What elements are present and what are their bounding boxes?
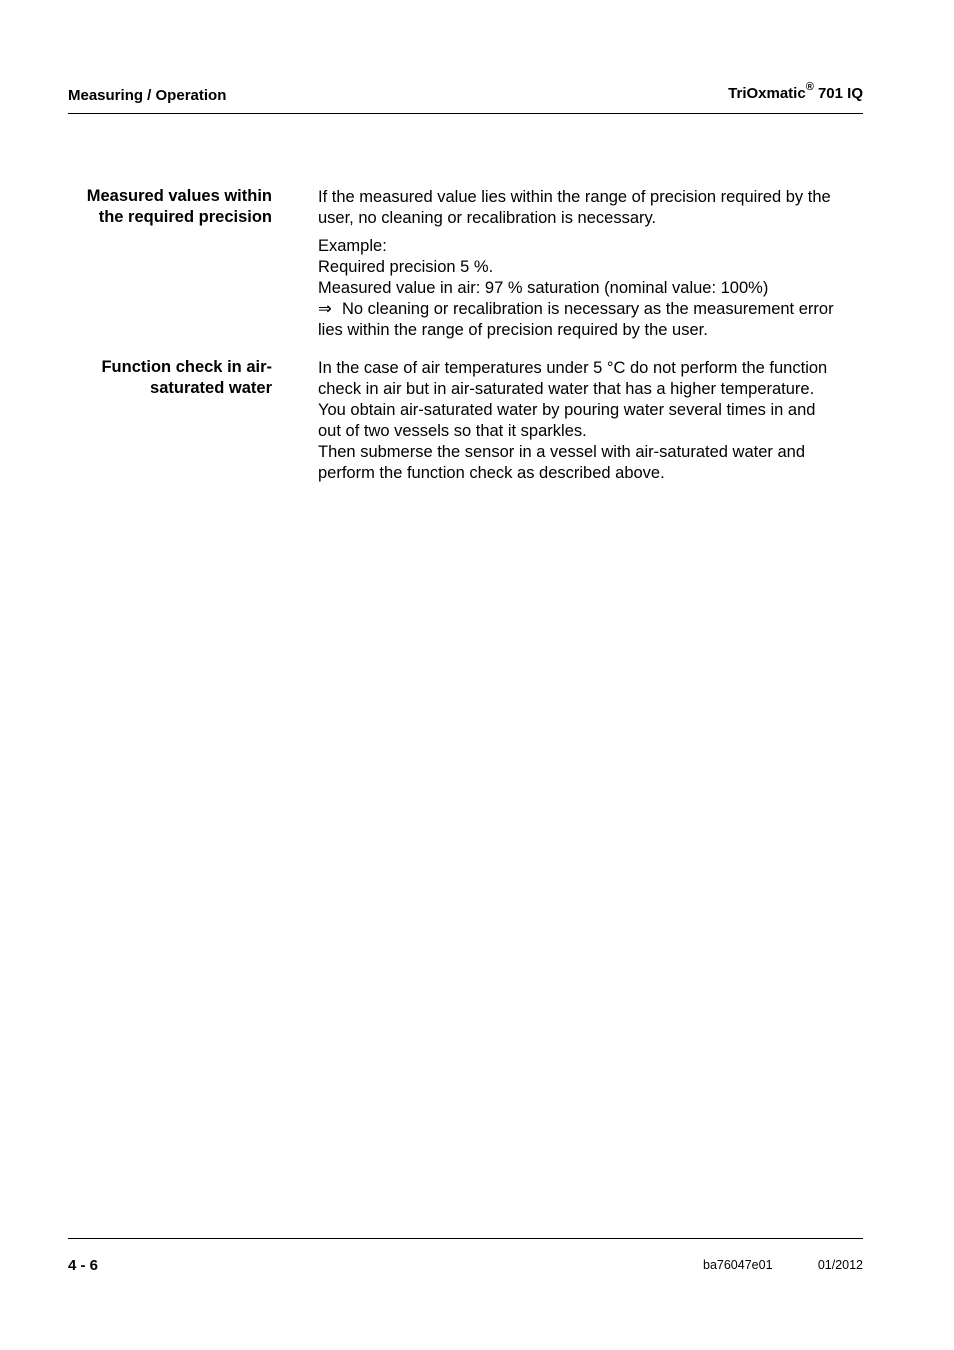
paragraph-precision-intro [318,187,866,229]
text-line: check in air but in air-saturated water that has a higher temperature. [318,380,815,398]
side-heading-function-check [60,357,272,399]
side-heading-line: Function check in air- [101,358,272,376]
text-line: user, no cleaning or recalibration is necessary. [318,209,657,227]
text-line: Measured value in air: 97 % saturation (nominal value: 100%) [318,279,769,297]
side-heading-measured-values [60,186,272,228]
page-number: 4 - 6 [68,1257,99,1274]
text-line: perform the function check as described above. [318,464,665,482]
text-line: out of two vessels so that it sparkles. [318,422,587,440]
side-heading-line: saturated water [150,379,272,397]
running-header-section: Measuring / Operation [68,87,227,104]
footer-rule [68,1238,863,1239]
text-line: lies within the range of precision required by the user. [318,321,708,339]
side-heading-line: the required precision [98,208,272,226]
product-model: 701 IQ [813,85,863,102]
document-date: 01/2012 [817,1258,863,1272]
text-line: Then submerse the sensor in a vessel with air-saturated water and [318,443,805,461]
side-heading-line: Measured values within [86,187,272,205]
running-header-product [728,83,863,105]
implies-arrow-icon: ⇒ [318,300,332,318]
text-line: Required precision 5 %. [318,258,494,276]
registered-mark: ® [805,81,814,93]
paragraph-example [318,236,866,341]
text-line: If the measured value lies within the range of precision required by the [318,188,831,206]
text-line: You obtain air-saturated water by pouring water several times in and [318,401,816,419]
product-name: TriOxmatic [728,85,806,102]
document-id: ba76047e01 [703,1258,773,1272]
result-line [318,299,866,320]
text-line: In the case of air temperatures under 5 °C do not perform the function [318,359,828,377]
result-text: No cleaning or recalibration is necessary as the measurement error [342,300,834,318]
text-line: Example: [318,237,387,255]
header-rule [68,113,863,114]
paragraph-function-check [318,358,866,484]
